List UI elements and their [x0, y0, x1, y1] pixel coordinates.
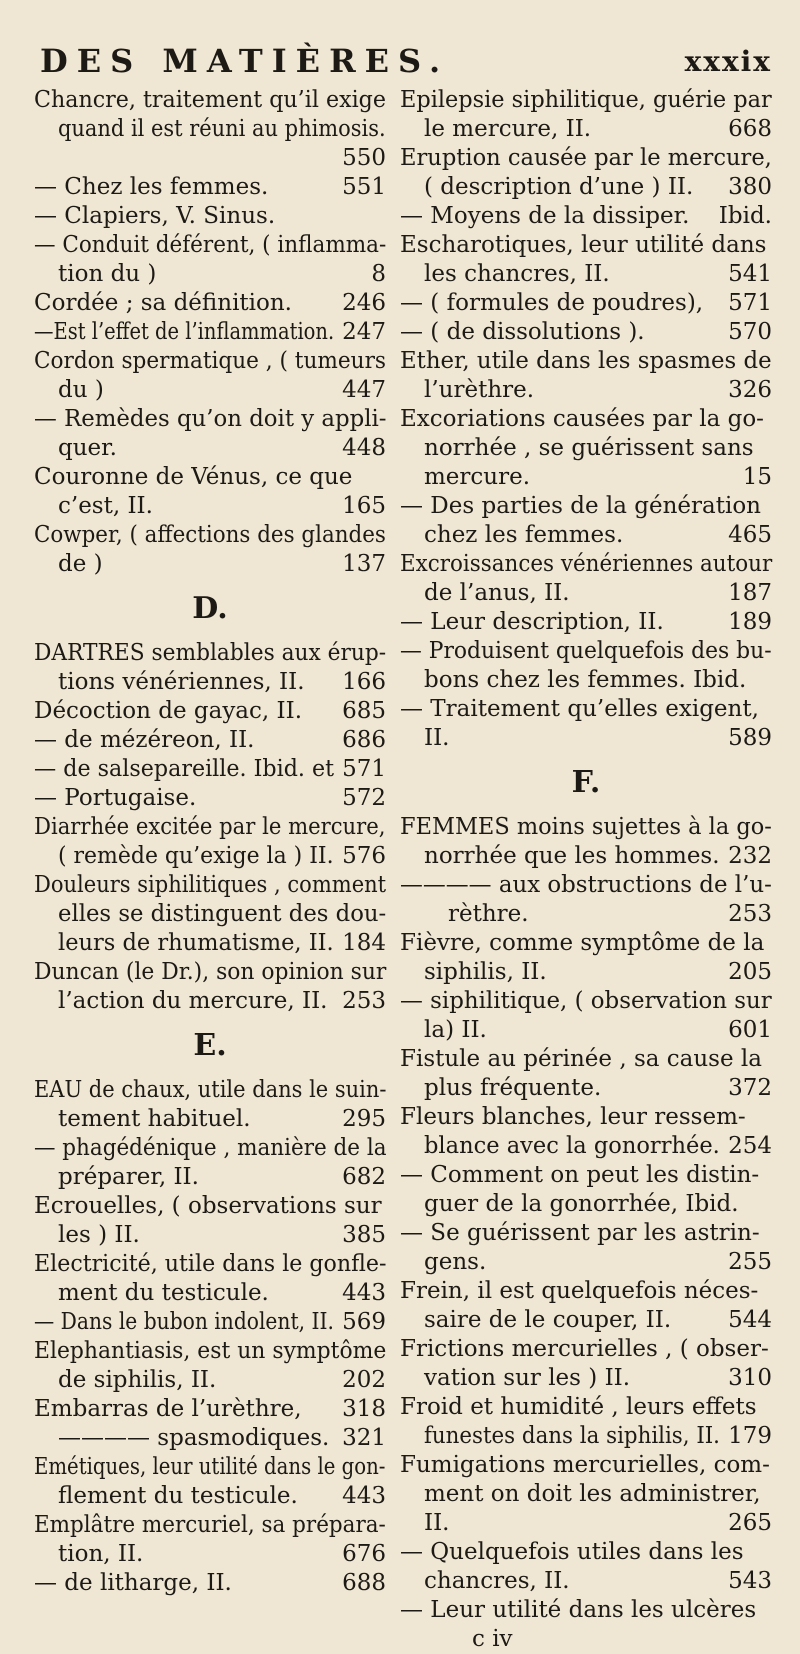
- index-entry-line: [34, 1540, 386, 1569]
- index-entry-line: [400, 1364, 772, 1393]
- entry-text: — de mézéreon, II.: [34, 727, 255, 753]
- index-entry-line: [34, 347, 386, 376]
- entry-text: chancres, II.: [424, 1568, 570, 1594]
- index-entry-line: [400, 1480, 772, 1509]
- entry-text: ( description d’une ) II.: [424, 174, 694, 200]
- entry-page-ref: 187: [728, 580, 772, 606]
- index-entry-line: [400, 929, 772, 958]
- index-entry-line: [400, 1335, 772, 1364]
- entry-page-ref: 572: [342, 785, 386, 811]
- entry-page-ref: 380: [728, 174, 772, 200]
- entry-page-ref: 321: [342, 1425, 386, 1451]
- index-entry-line: [34, 434, 386, 463]
- index-entry-line: [400, 1306, 772, 1335]
- entry-page-ref: 571: [342, 756, 386, 782]
- entry-text: ———— spasmodiques.: [58, 1425, 330, 1451]
- entry-text: — de salsepareille. Ibid. et: [34, 756, 335, 782]
- entry-page-ref: 247: [342, 319, 386, 345]
- entry-text: Frein, il est quelquefois néces-: [400, 1278, 759, 1304]
- entry-text: — Traitement qu’elles exigent,: [400, 696, 759, 722]
- section-letter: D.: [192, 591, 228, 626]
- index-entry-line: [34, 987, 386, 1016]
- index-entry-line: [34, 784, 386, 813]
- entry-text: funestes dans la siphilis, II.: [424, 1423, 720, 1449]
- index-entry-line: [34, 173, 386, 202]
- entry-page-ref: 310: [728, 1365, 772, 1391]
- index-entry-line: [34, 1076, 386, 1105]
- page-header: [0, 42, 800, 82]
- index-entry-line: [400, 871, 772, 900]
- entry-text: tement habituel.: [58, 1106, 251, 1132]
- index-entry-line: [34, 1395, 386, 1424]
- entry-text: — de litharge, II.: [34, 1570, 232, 1596]
- index-entry-line: [34, 1308, 386, 1337]
- index-entry-line: [400, 1538, 772, 1567]
- entry-page-ref: 589: [728, 725, 772, 751]
- index-entry-line: [34, 1511, 386, 1540]
- entry-text: de ): [58, 551, 103, 577]
- entry-text: Eruption causée par le mercure,: [400, 145, 772, 171]
- entry-page-ref: 166: [342, 669, 386, 695]
- index-entry-line: [400, 1074, 772, 1103]
- entry-text: Ecrouelles, ( observations sur: [34, 1193, 382, 1219]
- index-entry-line: [34, 1221, 386, 1250]
- entry-page-ref: 246: [342, 290, 386, 316]
- entry-text: mercure.: [424, 464, 531, 490]
- entry-text: — Chez les femmes.: [34, 174, 269, 200]
- entry-page-ref: 541: [728, 261, 772, 287]
- entry-page-ref: 318: [342, 1396, 386, 1422]
- index-entry-line: [34, 958, 386, 987]
- index-entry-line: [400, 1248, 772, 1277]
- entry-text: — Leur description, II.: [400, 609, 664, 635]
- entry-text: Couronne de Vénus, ce que: [34, 464, 353, 490]
- entry-text: — phagédénique , manière de la: [34, 1135, 387, 1161]
- entry-text: gens.: [424, 1249, 487, 1275]
- entry-text: Emplâtre mercuriel, sa prépara-: [34, 1512, 386, 1538]
- index-entry-line: [400, 900, 772, 929]
- index-entry-line: [34, 289, 386, 318]
- entry-page-ref: 676: [342, 1541, 386, 1567]
- index-entry-line: [34, 1366, 386, 1395]
- entry-text: Ether, utile dans les spasmes de: [400, 348, 772, 374]
- index-entry-line: [400, 1161, 772, 1190]
- entry-text: quand il est réuni au phimosis.: [58, 116, 386, 142]
- entry-text: Diarrhée excitée par le mercure,: [34, 814, 386, 840]
- entry-text: siphilis, II.: [424, 959, 547, 985]
- index-entry-line: [400, 550, 772, 579]
- entry-text: blance avec la gonorrhée.: [424, 1133, 720, 1159]
- index-entry-line: [34, 1163, 386, 1192]
- index-entry-line: [400, 347, 772, 376]
- entry-page-ref: 295: [342, 1106, 386, 1132]
- index-entry-line: [400, 1422, 772, 1451]
- index-entry-line: [400, 521, 772, 550]
- entry-text: EAU de chaux, utile dans le suin-: [34, 1077, 387, 1103]
- index-column-left: [34, 86, 386, 1598]
- section-letter: E.: [193, 1028, 227, 1063]
- entry-text: — Leur utilité dans les ulcères: [400, 1597, 757, 1623]
- entry-text: ———— aux obstructions de l’u-: [400, 872, 772, 898]
- entry-text: Embarras de l’urèthre,: [34, 1396, 302, 1422]
- entry-page-ref: 465: [728, 522, 772, 548]
- entry-text: tion du ): [58, 261, 157, 287]
- entry-text: c’est, II.: [58, 493, 153, 519]
- entry-text: Excoriations causées par la go-: [400, 406, 764, 432]
- entry-text: II.: [424, 1510, 450, 1536]
- entry-page-ref: 254: [728, 1133, 772, 1159]
- index-entry-line: [400, 1596, 772, 1625]
- entry-page-ref: 543: [728, 1568, 772, 1594]
- index-entry-line: [34, 668, 386, 697]
- entry-page-ref: 544: [728, 1307, 772, 1333]
- entry-page-ref: 15: [742, 464, 772, 490]
- entry-text: Excroissances vénériennes autour: [400, 551, 773, 577]
- entry-text: du ): [58, 377, 104, 403]
- index-entry-line: [400, 405, 772, 434]
- entry-text: — Clapiers, V. Sinus.: [34, 203, 276, 229]
- entry-text: ment on doit les administrer,: [424, 1481, 761, 1507]
- entry-page-ref: 682: [342, 1164, 386, 1190]
- index-entry-line: [400, 1219, 772, 1248]
- entry-text: norrhée que les hommes.: [424, 843, 720, 869]
- index-entry-line: [400, 1451, 772, 1480]
- index-entry-line: [34, 1453, 386, 1482]
- entry-text: vation sur les ) II.: [424, 1365, 631, 1391]
- entry-text: ment du testicule.: [58, 1280, 269, 1306]
- index-entry-line: [34, 1250, 386, 1279]
- entry-text: rèthre.: [448, 901, 529, 927]
- entry-page-ref: 685: [342, 698, 386, 724]
- entry-text: Froid et humidité , leurs effets: [400, 1394, 757, 1420]
- index-entry-line: [34, 1105, 386, 1134]
- index-entry-line: [400, 115, 772, 144]
- index-entry-line: [34, 1134, 386, 1163]
- index-entry-line: [34, 726, 386, 755]
- index-entry-line: [34, 86, 386, 115]
- entry-text: Cowper, ( affections des glandes: [34, 522, 386, 548]
- entry-page-ref: Ibid.: [718, 203, 772, 229]
- entry-text: de siphilis, II.: [58, 1367, 217, 1393]
- running-title: DES MATIÈRES.: [40, 42, 450, 80]
- index-entry-line: [400, 434, 772, 463]
- entry-text: saire de le couper, II.: [424, 1307, 672, 1333]
- entry-page-ref: 189: [728, 609, 772, 635]
- entry-text: Frictions mercurielles , ( obser-: [400, 1336, 769, 1362]
- index-entry-line: [34, 813, 386, 842]
- index-entry-line: [400, 144, 772, 173]
- index-entry-line: [400, 1509, 772, 1538]
- entry-text: Epilepsie siphilitique, guérie par: [400, 87, 772, 113]
- page-number: xxxix: [684, 45, 772, 78]
- index-entry-line: [34, 405, 386, 434]
- entry-text: —Est l’effet de l’inflammation.: [34, 319, 335, 345]
- entry-page-ref: 205: [728, 959, 772, 985]
- index-entry-line: [34, 1424, 386, 1453]
- index-entry-line: [34, 871, 386, 900]
- index-entry-line: [400, 608, 772, 637]
- entry-text: Fumigations mercurielles, com-: [400, 1452, 770, 1478]
- entry-text: tions vénériennes, II.: [58, 669, 305, 695]
- index-entry-line: [400, 1103, 772, 1132]
- entry-text: — Portugaise.: [34, 785, 197, 811]
- entry-text: guer de la gonorrhée, Ibid.: [424, 1191, 739, 1217]
- entry-text: Escharotiques, leur utilité dans: [400, 232, 767, 258]
- entry-text: Douleurs siphilitiques , comment: [34, 872, 387, 898]
- index-entry-line: [34, 231, 386, 260]
- index-entry-line: [400, 637, 772, 666]
- entry-text: les ) II.: [58, 1222, 140, 1248]
- entry-text: elles se distinguent des dou-: [58, 901, 387, 927]
- entry-text: le mercure, II.: [424, 116, 592, 142]
- index-entry-line: [34, 260, 386, 289]
- section-letter: F.: [571, 765, 601, 800]
- index-entry-line: [400, 289, 772, 318]
- entry-page-ref: 232: [728, 843, 772, 869]
- index-entry-line: [400, 695, 772, 724]
- entry-text: c iv: [472, 1626, 513, 1652]
- index-entry-line: [400, 1625, 772, 1654]
- entry-text: leurs de rhumatisme, II.: [58, 930, 334, 956]
- entry-page-ref: 253: [728, 901, 772, 927]
- index-entry-line: [34, 521, 386, 550]
- entry-page-ref: 253: [342, 988, 386, 1014]
- entry-text: ( remède qu’exige la ) II.: [58, 843, 334, 869]
- entry-text: préparer, II.: [58, 1164, 199, 1190]
- index-entry-line: [400, 579, 772, 608]
- index-entry-line: [34, 144, 386, 173]
- entry-text: plus fréquente.: [424, 1075, 602, 1101]
- entry-text: l’urèthre.: [424, 377, 535, 403]
- entry-page-ref: 550: [342, 145, 386, 171]
- entry-text: — Remèdes qu’on doit y appli-: [34, 406, 387, 432]
- index-entry-line: [400, 813, 772, 842]
- entry-text: l’action du mercure, II.: [58, 988, 328, 1014]
- index-entry-line: [400, 1567, 772, 1596]
- entry-page-ref: 576: [342, 843, 386, 869]
- index-column-right: [400, 86, 772, 1654]
- index-entry-line: [400, 987, 772, 1016]
- entry-text: chez les femmes.: [424, 522, 624, 548]
- entry-page-ref: 372: [728, 1075, 772, 1101]
- index-entry-line: [34, 639, 386, 668]
- entry-page-ref: 165: [342, 493, 386, 519]
- index-entry-line: [400, 86, 772, 115]
- index-entry-line: [34, 115, 386, 144]
- entry-page-ref: 179: [728, 1423, 772, 1449]
- entry-text: FEMMES moins sujettes à la go-: [400, 814, 772, 840]
- index-entry-line: [34, 463, 386, 492]
- index-entry-line: [400, 1277, 772, 1306]
- entry-text: — Se guérissent par les astrin-: [400, 1220, 760, 1246]
- entry-text: de l’anus, II.: [424, 580, 570, 606]
- entry-text: Cordée ; sa définition.: [34, 290, 292, 316]
- entry-page-ref: 443: [342, 1280, 386, 1306]
- index-entry-line: [34, 1482, 386, 1511]
- index-entry-line: [34, 318, 386, 347]
- index-entry-line: [34, 1569, 386, 1598]
- entry-text: Emétiques, leur utilité dans le gon-: [34, 1454, 386, 1480]
- entry-text: Cordon spermatique , ( tumeurs: [34, 348, 386, 374]
- index-entry-line: [400, 1132, 772, 1161]
- entry-text: Décoction de gayac, II.: [34, 698, 303, 724]
- entry-text: les chancres, II.: [424, 261, 610, 287]
- entry-page-ref: 265: [728, 1510, 772, 1536]
- entry-page-ref: 551: [342, 174, 386, 200]
- index-entry-line: [400, 1016, 772, 1045]
- index-entry-line: [400, 231, 772, 260]
- entry-text: — ( formules de poudres),: [400, 290, 704, 316]
- entry-page-ref: 8: [371, 261, 386, 287]
- entry-text: — Moyens de la dissiper.: [400, 203, 690, 229]
- index-entry-line: [400, 492, 772, 521]
- index-entry-line: [400, 1393, 772, 1422]
- entry-text: Fistule au périnée , sa cause la: [400, 1046, 762, 1072]
- index-entry-line: [400, 724, 772, 753]
- entry-page-ref: 184: [342, 930, 386, 956]
- index-entry-line: [34, 550, 386, 579]
- entry-page-ref: 571: [728, 290, 772, 316]
- index-entry-line: [34, 1279, 386, 1308]
- entry-text: — Conduit déférent, ( inflamma-: [34, 232, 387, 258]
- index-entry-line: [34, 842, 386, 871]
- entry-text: Electricité, utile dans le gonfle-: [34, 1251, 387, 1277]
- index-entry-line: [34, 929, 386, 958]
- entry-text: Chancre, traitement qu’il exige: [34, 87, 386, 113]
- entry-page-ref: 668: [728, 116, 772, 142]
- entry-text: — Produisent quelquefois des bu-: [400, 638, 772, 664]
- index-entry-line: [34, 492, 386, 521]
- entry-page-ref: 570: [728, 319, 772, 345]
- entry-text: — Dans le bubon indolent, II.: [34, 1309, 334, 1335]
- index-entry-line: [400, 463, 772, 492]
- entry-page-ref: 601: [728, 1017, 772, 1043]
- index-entry-line: [400, 376, 772, 405]
- index-entry-line: [34, 1192, 386, 1221]
- entry-page-ref: 137: [342, 551, 386, 577]
- entry-text: bons chez les femmes. Ibid.: [424, 667, 747, 693]
- index-entry-line: [400, 173, 772, 202]
- index-entry-line: [34, 755, 386, 784]
- entry-text: Fièvre, comme symptôme de la: [400, 930, 765, 956]
- entry-page-ref: 569: [342, 1309, 386, 1335]
- index-entry-line: [34, 1337, 386, 1366]
- index-entry-line: [34, 697, 386, 726]
- entry-text: norrhée , se guérissent sans: [424, 435, 754, 461]
- entry-page-ref: 326: [728, 377, 772, 403]
- entry-text: II.: [424, 725, 450, 751]
- entry-text: — Quelquefois utiles dans les: [400, 1539, 744, 1565]
- entry-text: tion, II.: [58, 1541, 144, 1567]
- index-entry-line: [400, 1190, 772, 1219]
- index-entry-line: [400, 666, 772, 695]
- index-entry-line: [400, 318, 772, 347]
- index-entry-line: [400, 202, 772, 231]
- entry-page-ref: 448: [342, 435, 386, 461]
- entry-text: — Des parties de la génération: [400, 493, 761, 519]
- entry-page-ref: 688: [342, 1570, 386, 1596]
- entry-text: Duncan (le Dr.), son opinion sur: [34, 959, 387, 985]
- entry-text: la) II.: [424, 1017, 487, 1043]
- entry-text: — ( de dissolutions ).: [400, 319, 645, 345]
- index-entry-line: [34, 202, 386, 231]
- entry-page-ref: 686: [342, 727, 386, 753]
- entry-text: DARTRES semblables aux érup-: [34, 640, 387, 666]
- index-entry-line: [400, 1045, 772, 1074]
- entry-page-ref: 443: [342, 1483, 386, 1509]
- entry-text: quer.: [58, 435, 117, 461]
- entry-text: flement du testicule.: [58, 1483, 298, 1509]
- index-entry-line: [400, 958, 772, 987]
- entry-page-ref: 202: [342, 1367, 386, 1393]
- index-entry-line: [34, 900, 386, 929]
- entry-page-ref: 255: [728, 1249, 772, 1275]
- entry-page-ref: 385: [342, 1222, 386, 1248]
- index-entry-line: [400, 842, 772, 871]
- entry-text: Fleurs blanches, leur ressem-: [400, 1104, 746, 1130]
- index-entry-line: [400, 260, 772, 289]
- entry-page-ref: 447: [342, 377, 386, 403]
- entry-text: — Comment on peut les distin-: [400, 1162, 760, 1188]
- index-entry-line: [34, 376, 386, 405]
- entry-text: Elephantiasis, est un symptôme: [34, 1338, 387, 1364]
- entry-text: — siphilitique, ( observation sur: [400, 988, 772, 1014]
